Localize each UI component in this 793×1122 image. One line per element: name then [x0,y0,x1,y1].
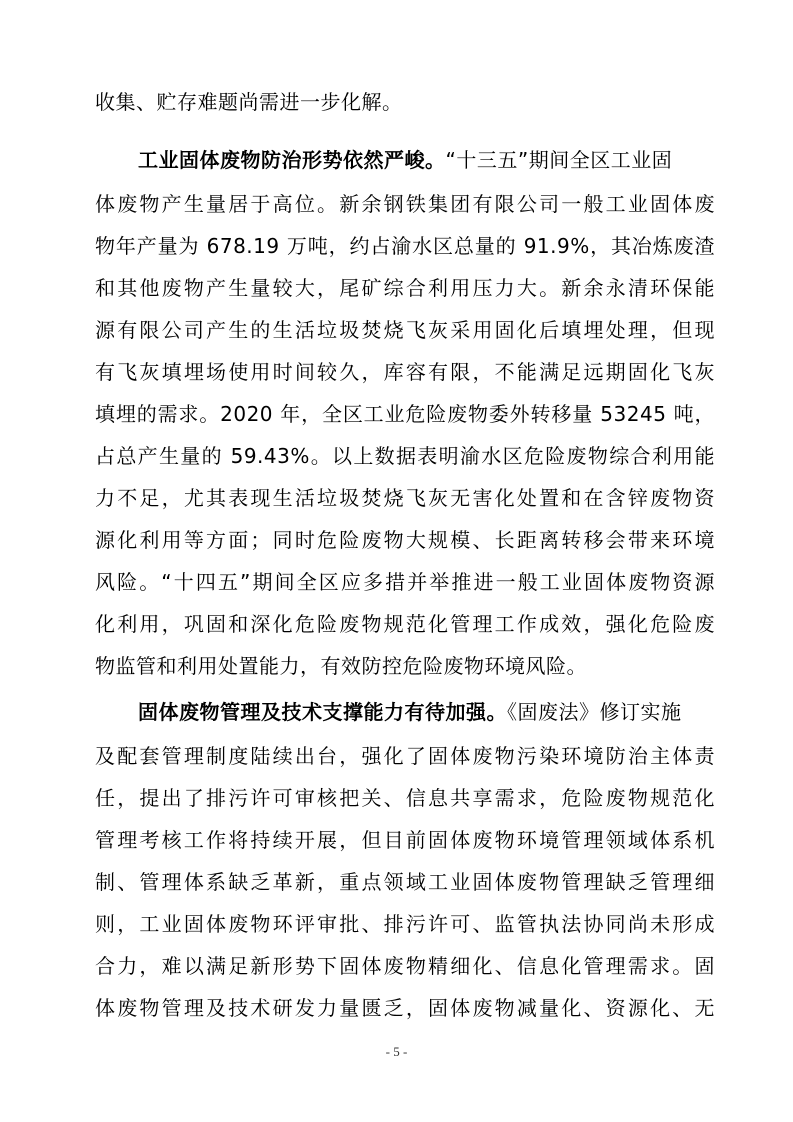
text-line: 力不足，尤其表现生活垃圾焚烧飞灰无害化处置和在含锌废物资 [95,486,715,510]
text-line: 填埋的需求。2020 年，全区工业危险废物委外转移量 53245 吨， [95,402,715,426]
text-line: 源化利用等方面；同时危险废物大规模、长距离转移会带来环境 [95,528,715,552]
text-line: 体废物产生量居于高位。新余钢铁集团有限公司一般工业固体废 [95,192,715,216]
text-line: 有飞灰填埋场使用时间较久，库容有限，不能满足远期固化飞灰 [95,360,715,384]
text-line: 和其他废物产生量较大，尾矿综合利用压力大。新余永清环保能 [95,276,715,300]
text-line: 合力，难以满足新形势下固体废物精细化、信息化管理需求。固 [95,954,715,978]
text-line: 制、管理体系缺乏革新，重点领域工业固体废物管理缺乏管理细 [95,870,715,894]
text-line: 收集、贮存难题尚需进一步化解。 [95,90,403,114]
paragraph-heading: 工业固体废物防治形势依然严峻。 [138,148,446,172]
text-line: 则，工业固体废物环评审批、排污许可、监管执法协同尚未形成 [95,912,715,936]
paragraph-heading: 固体废物管理及技术支撑能力有待加强。 [138,700,507,724]
paragraph-text: “十三五”期间全区工业固 [445,148,673,172]
text-line: 及配套管理制度陆续出台，强化了固体废物污染环境防治主体责 [95,744,715,768]
text-line: 任，提出了排污许可审核把关、信息共享需求，危险废物规范化 [95,786,715,810]
paragraph-text: 《固废法》修订实施 [507,700,682,724]
text-line: 管理考核工作将持续开展，但目前固体废物环境管理领域体系机 [95,828,715,852]
text-line: 物监管和利用处置能力，有效防控危险废物环境风险。 [95,654,587,678]
text-line: 源有限公司产生的生活垃圾焚烧飞灰采用固化后填埋处理，但现 [95,318,715,342]
text-line: 占总产生量的 59.43%。以上数据表明渝水区危险废物综合利用能 [95,444,715,468]
text-line: 体废物管理及技术研发力量匮乏，固体废物减量化、资源化、无 [95,996,715,1020]
text-line: 物年产量为 678.19 万吨，约占渝水区总量的 91.9%，其冶炼废渣 [95,234,715,258]
text-line: 化利用，巩固和深化危险废物规范化管理工作成效，强化危险废 [95,612,715,636]
paragraph-first-line [138,140,715,180]
page-number: - 5 - [385,1044,408,1059]
text-line: 风险。“十四五”期间全区应多措并举推进一般工业固体废物资源 [95,570,715,594]
paragraph-first-line [138,692,715,732]
